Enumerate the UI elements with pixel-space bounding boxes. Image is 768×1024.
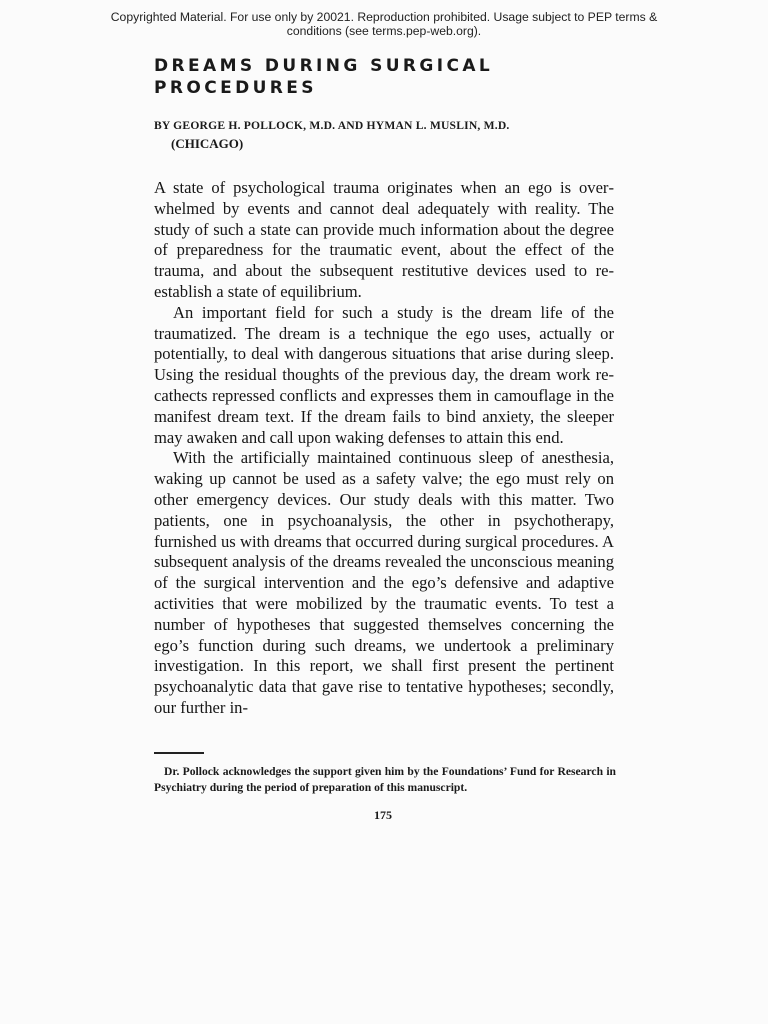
- copyright-line-2: conditions (see terms.pep-web.org).: [286, 24, 482, 38]
- article-title: [154, 55, 493, 99]
- footnote-divider: [154, 752, 204, 754]
- page-number: 175: [374, 808, 392, 822]
- body-paragraph-1: A state of psychological trauma originates when an ego is overwhelmed by events and cannot deal adequately with reality. The study of such a state can provide much information about the degree of preparedness for the traumatic event, about the effect of the trauma, and about the subsequent restitutive devices used to re-establish a state of equilibrium.: [154, 178, 614, 301]
- copyright-line-1: Copyrighted Material. For use only by 20021. Reproduction prohibited. Usage subject to PEP terms &: [110, 10, 658, 24]
- article-title-line-1: DREAMS DURING SURGICAL: [154, 56, 494, 76]
- article-title-line-2: PROCEDURES: [154, 78, 317, 98]
- article-body: [154, 178, 614, 719]
- author-affiliation: (CHICAGO): [171, 136, 244, 151]
- footnote: Dr. Pollock acknowledges the support given him by the Foundations’ Fund for Research in Psychiatry during the period of preparation of this manuscript.: [154, 765, 616, 794]
- body-paragraph-2: An important field for such a study is the dream life of the traumatized. The dream is a technique the ego uses, actually or potentially, to deal with dangerous situations that arise during sleep. Using the residual thoughts of the previous day, the dream work re-cathects repressed conflicts and expresses them in camouflage in the manifest dream text. If the dream fails to bind anxiety, the sleeper may awaken and call upon waking defenses to attain this end.: [154, 302, 614, 447]
- body-paragraph-3: With the artificially maintained continuous sleep of anesthesia, waking up cannot be used as a safety valve; the ego must rely on other emergency devices. Our study deals with this matter. Two patients, one in psychoanalysis, the other in psychotherapy, furnished us with dreams that occurred during surgical procedures. A subsequent analysis of the dreams revealed the unconscious meaning of the surgical intervention and the ego’s defensive and adaptive activities that were mobilized by the traumatic events. To test a number of hypotheses that suggested themselves concerning the ego’s function during such dreams, we undertook a preliminary investigation. In this report, we shall first present the pertinent psychoanalytic data that gave rise to tentative hypotheses; secondly, our further in-: [154, 448, 614, 717]
- author-byline: BY GEORGE H. POLLOCK, M.D. AND HYMAN L. MUSLIN, M.D.: [154, 119, 510, 132]
- copyright-notice: [0, 10, 768, 38]
